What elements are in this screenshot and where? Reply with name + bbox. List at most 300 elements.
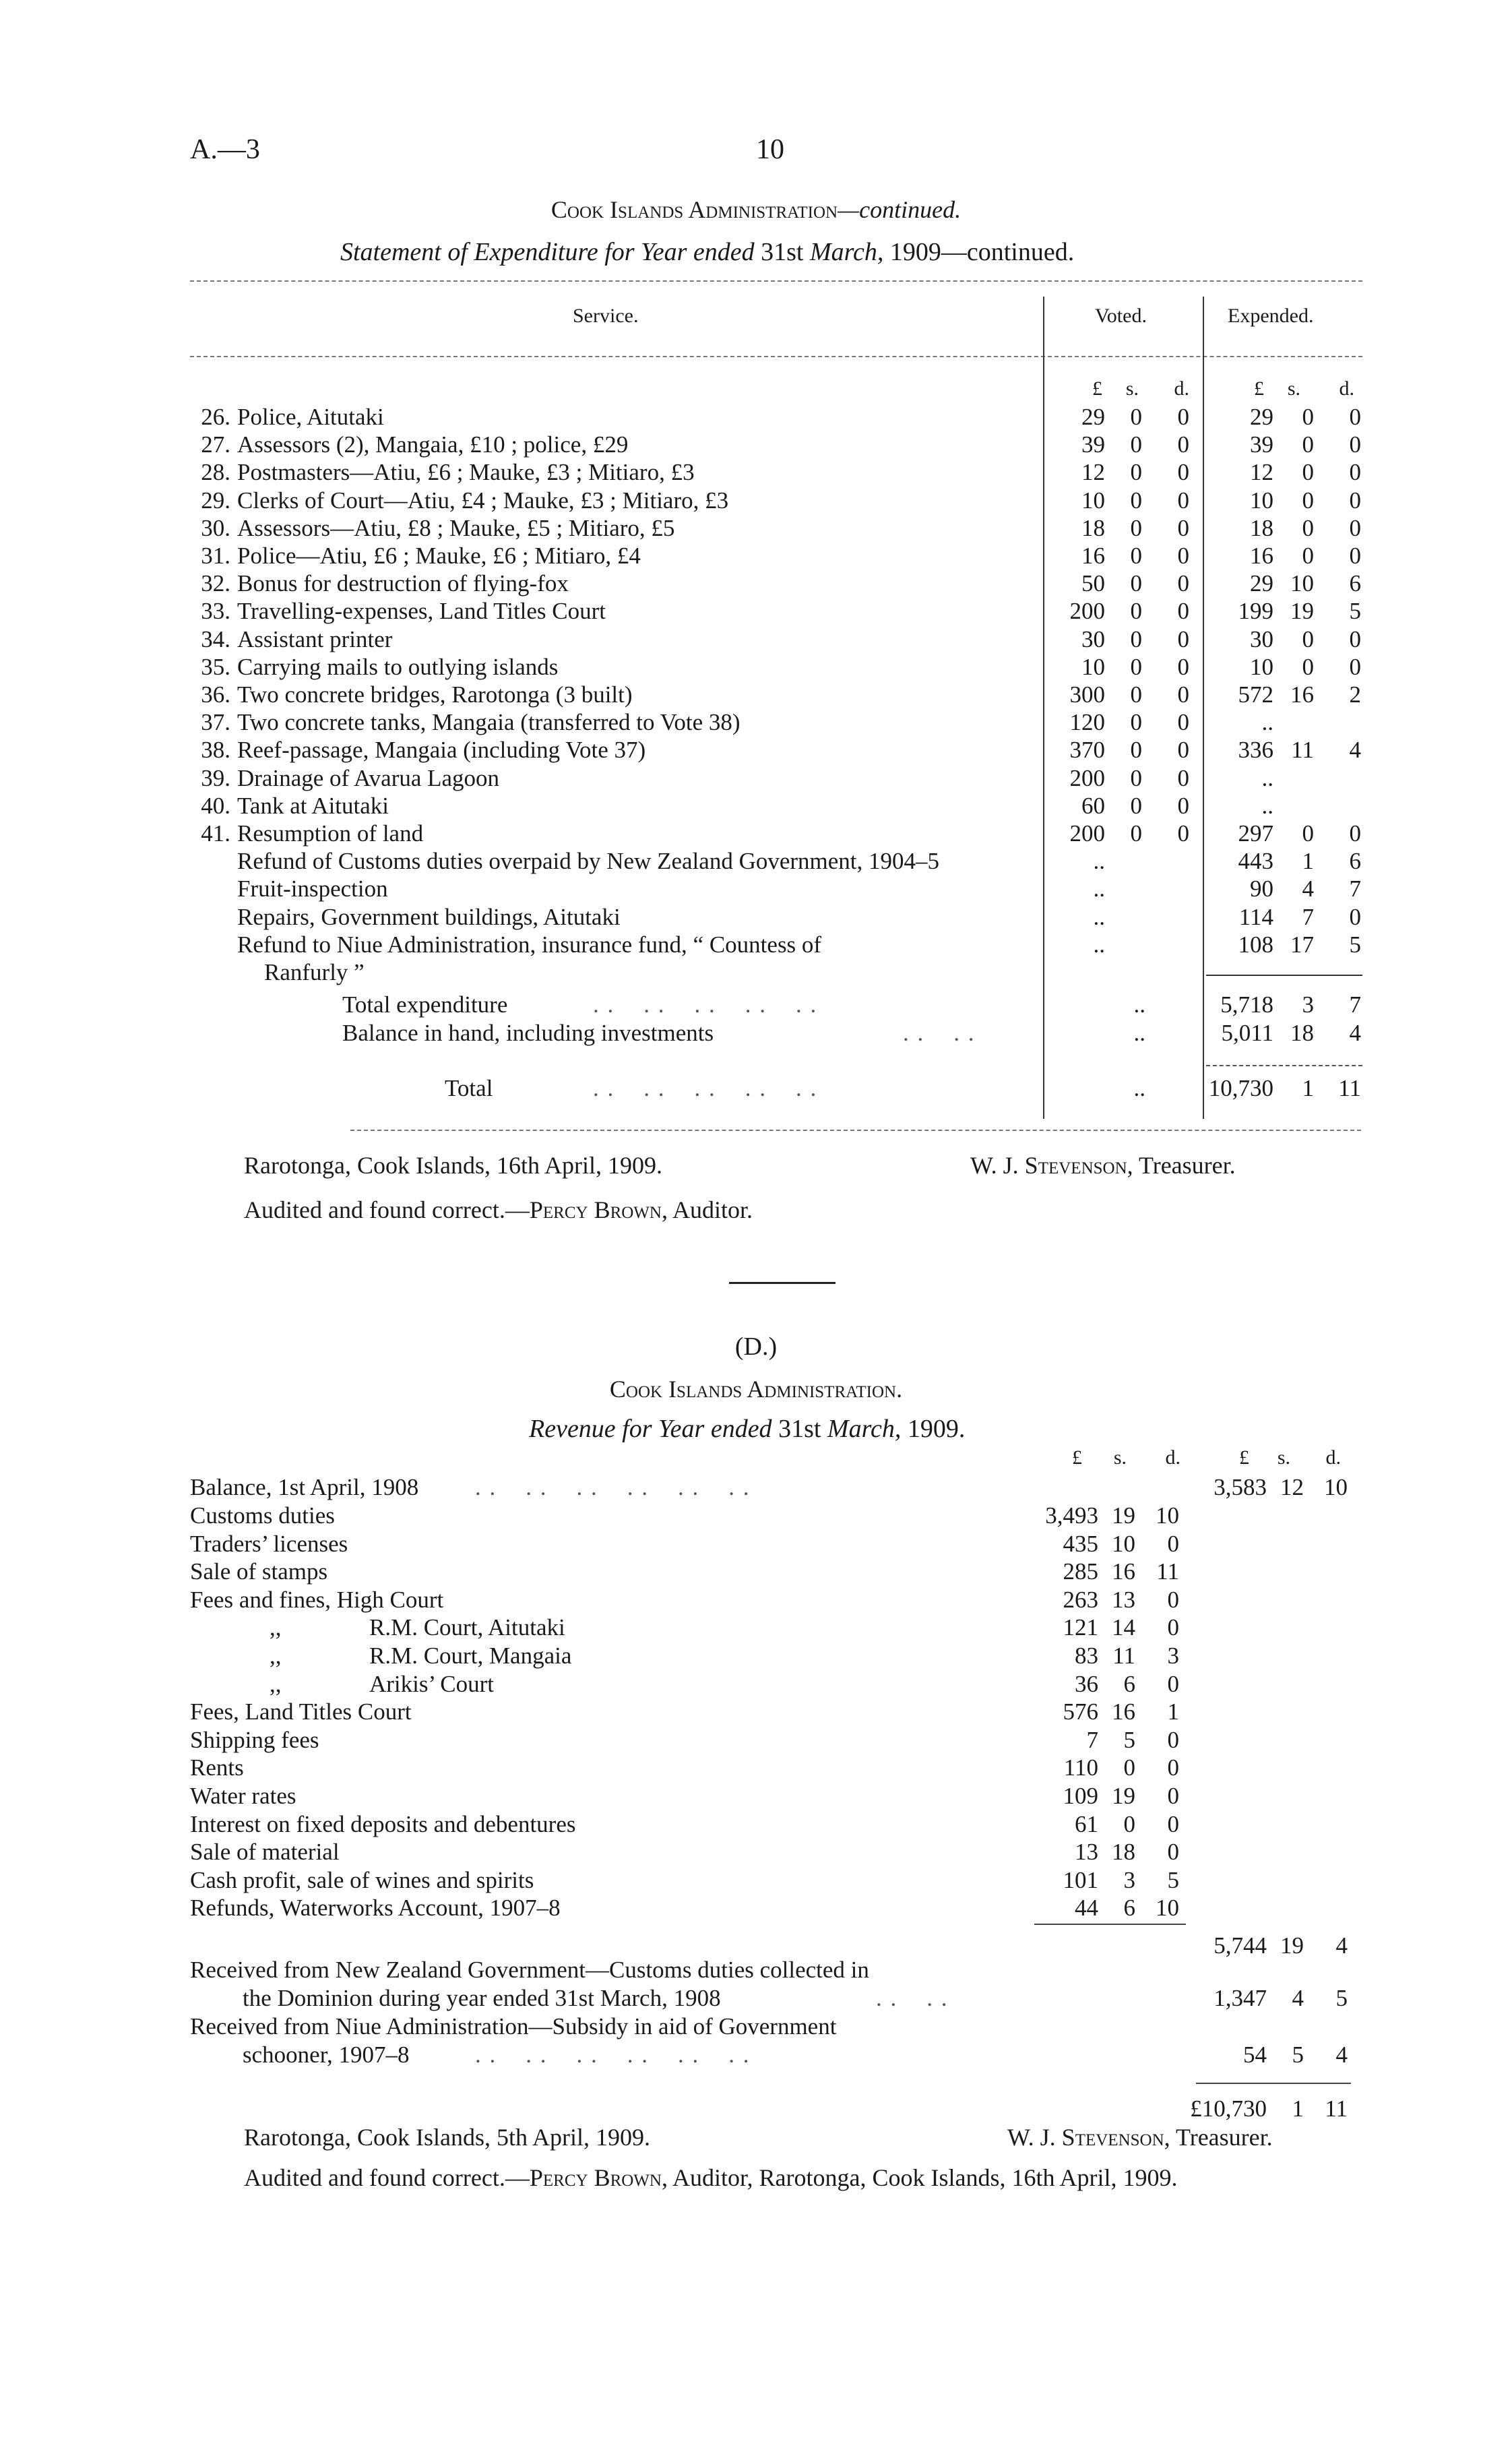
row-voted-pounds: 39 <box>1081 431 1105 458</box>
table-row <box>0 625 1512 653</box>
item-pounds: 263 <box>1063 1586 1098 1613</box>
list-item <box>0 1642 1512 1669</box>
row-expended-pence: 0 <box>1349 487 1361 514</box>
expenditure-subtitle <box>340 237 1074 267</box>
niue-receipt-text2: schooner, 1907–8 <box>243 2042 410 2068</box>
row-expended-shillings: 0 <box>1302 820 1314 847</box>
item-shillings: 5 <box>1123 1726 1135 1753</box>
row-expended-pounds: 16 <box>1250 543 1273 569</box>
item-pence: 0 <box>1167 1726 1179 1753</box>
expenditure-place-date: Rarotonga, Cook Islands, 16th April, 1909. <box>244 1152 662 1179</box>
revenue-balance-label: Balance, 1st April, 1908 <box>190 1474 419 1500</box>
row-voted-pounds: 16 <box>1081 543 1105 569</box>
item-label: Shipping fees <box>190 1726 319 1753</box>
row-expended-pence: 0 <box>1349 514 1361 541</box>
item-pounds: 7 <box>1086 1726 1098 1753</box>
row-voted-pounds: 29 <box>1081 404 1105 430</box>
row-expended-pounds: 30 <box>1250 625 1273 652</box>
revenue-title: Cook Islands Administration. <box>609 1376 903 1403</box>
revenue-grand-total-rule <box>1196 2083 1351 2084</box>
row-voted-shillings: 0 <box>1130 404 1142 430</box>
revenue-balance-row: Balance, 1st April, 1908 . . . . . . . . . . . . 3,583 12 10 <box>190 1474 1348 1500</box>
row-voted-pence: 0 <box>1177 431 1189 458</box>
balance-pounds: 5,011 <box>1221 1020 1273 1046</box>
rev-unit-pence: d. <box>1165 1446 1180 1469</box>
item-label: Cash profit, sale of wines and spirits <box>190 1866 534 1893</box>
row-expended-shillings: 7 <box>1302 903 1314 930</box>
row-voted-pence: 0 <box>1177 681 1189 708</box>
revenue-subtotal-row <box>0 1932 1512 1959</box>
row-expended-pounds: 12 <box>1250 459 1273 486</box>
list-item <box>0 1894 1512 1922</box>
row-service: Refund of Customs duties overpaid by New Zealand Government, 1904–5 <box>237 848 940 875</box>
expenditure-subtitle-main: Statement of Expenditure for Year ended <box>340 238 755 266</box>
row-expended-shillings: 0 <box>1302 653 1314 680</box>
row-number: 33. <box>201 598 230 625</box>
row-voted-pounds: .. <box>1093 848 1105 875</box>
expenditure-signature-name: W. J. Stevenson <box>970 1152 1127 1179</box>
row-service: Assessors (2), Mangaia, £10 ; police, £29 <box>237 431 629 458</box>
revenue-balance-pounds: 3,583 <box>1214 1474 1267 1500</box>
page-number: 10 <box>756 134 784 165</box>
grand-total-voted: .. <box>1133 1075 1145 1101</box>
row-expended-pounds: .. <box>1261 764 1273 791</box>
table-row <box>0 764 1512 792</box>
item-pence: 11 <box>1156 1558 1179 1585</box>
item-pence: 0 <box>1167 1614 1179 1641</box>
row-expended-shillings: 4 <box>1302 876 1314 902</box>
list-item <box>0 1502 1512 1529</box>
row-voted-pence: 0 <box>1177 820 1189 847</box>
table-row <box>0 542 1512 570</box>
item-ditto: ,, <box>270 1643 282 1669</box>
row-service: Refund to Niue Administration, insurance fund, “ Countess of <box>237 931 822 958</box>
row-voted-shillings: 0 <box>1130 570 1142 597</box>
voted-unit-shillings: s. <box>1125 377 1139 400</box>
item-pounds: 101 <box>1063 1866 1098 1893</box>
list-item <box>0 1754 1512 1781</box>
row-voted-pounds: 300 <box>1069 681 1105 708</box>
row-voted-pence: 0 <box>1177 570 1189 597</box>
total-expenditure-label: Total expenditure <box>342 991 508 1018</box>
revenue-grand-total-row <box>0 2095 1512 2122</box>
table-row <box>0 431 1512 458</box>
total-expenditure-pounds: 5,718 <box>1220 991 1273 1018</box>
row-service: Resumption of land <box>237 820 424 847</box>
revenue-units-row <box>0 1446 1512 1469</box>
item-label: R.M. Court, Aitutaki <box>369 1614 565 1641</box>
item-pounds: 36 <box>1075 1670 1098 1697</box>
row-expended-shillings: 1 <box>1302 848 1314 875</box>
row-number: 32. <box>201 570 230 597</box>
table-row <box>0 958 1512 986</box>
item-label: Customs duties <box>190 1502 335 1529</box>
nz-receipt-text1: Received from New Zealand Government—Customs duties collected in <box>190 1957 869 1983</box>
item-pence: 3 <box>1167 1643 1179 1669</box>
expenditure-audit-suffix: , Auditor. <box>661 1196 753 1223</box>
table-row <box>0 403 1512 431</box>
row-voted-shillings: 0 <box>1130 681 1142 708</box>
list-item <box>0 1586 1512 1614</box>
balance-shillings: 18 <box>1290 1020 1314 1046</box>
balance-pence: 4 <box>1349 1020 1361 1046</box>
item-pounds: 576 <box>1063 1698 1098 1725</box>
row-expended-pounds: 443 <box>1238 848 1273 875</box>
table-row <box>0 792 1512 820</box>
niue-receipt-shillings: 5 <box>1292 2042 1304 2068</box>
row-number: 34. <box>201 625 230 652</box>
revenue-subtotal-shillings: 19 <box>1280 1932 1304 1959</box>
nz-receipt-pence: 5 <box>1335 1985 1348 2011</box>
row-service: Two concrete tanks, Mangaia (transferred to Vote 38) <box>237 709 741 736</box>
item-ditto: ,, <box>270 1670 282 1697</box>
item-pence: 5 <box>1167 1866 1179 1893</box>
table-row <box>0 458 1512 486</box>
niue-receipt-text1: Received from Niue Administration—Subsidy in aid of Government <box>190 2013 837 2040</box>
rev-unit-shillings: s. <box>1113 1446 1127 1469</box>
item-label: R.M. Court, Mangaia <box>369 1643 572 1669</box>
row-voted-pounds: 50 <box>1081 570 1105 597</box>
row-service: Assessors—Atiu, £8 ; Mauke, £5 ; Mitiaro, £5 <box>237 514 675 541</box>
balance-voted: .. <box>1133 1020 1145 1046</box>
row-expended-pence: 7 <box>1349 876 1361 902</box>
item-ditto: ,, <box>270 1614 282 1641</box>
row-voted-pence: 0 <box>1177 543 1189 569</box>
row-voted-pounds: 10 <box>1081 487 1105 514</box>
row-expended-pounds: 39 <box>1250 431 1273 458</box>
row-voted-pounds: 18 <box>1081 514 1105 541</box>
row-expended-shillings: 0 <box>1302 543 1314 569</box>
row-expended-pounds: 29 <box>1250 404 1273 430</box>
list-item <box>0 1810 1512 1838</box>
row-voted-pounds: 10 <box>1081 653 1105 680</box>
list-item <box>0 1838 1512 1866</box>
rev-total-unit-pounds: £ <box>1239 1446 1249 1469</box>
item-shillings: 19 <box>1112 1502 1135 1529</box>
item-label: Sale of stamps <box>190 1558 328 1585</box>
item-pounds: 435 <box>1063 1530 1098 1557</box>
item-pounds: 285 <box>1063 1558 1098 1585</box>
row-expended-pounds: 199 <box>1238 598 1273 625</box>
row-voted-pounds: .. <box>1093 931 1105 958</box>
item-pounds: 83 <box>1075 1643 1098 1669</box>
expenditure-audit-prefix: Audited and found correct.— <box>244 1196 530 1223</box>
table-row <box>0 514 1512 542</box>
row-number: 35. <box>201 653 230 680</box>
expended-unit-pounds: £ <box>1254 377 1264 400</box>
row-voted-pence: 0 <box>1177 487 1189 514</box>
page-ref: A.—3 <box>190 134 260 165</box>
total-expenditure-shillings: 3 <box>1302 991 1314 1018</box>
row-expended-pounds: 90 <box>1250 876 1273 902</box>
expenditure-signature-title: , Treasurer. <box>1127 1152 1236 1179</box>
row-expended-shillings: 0 <box>1302 514 1314 541</box>
expenditure-title <box>0 195 1512 224</box>
row-voted-pounds: .. <box>1093 903 1105 930</box>
row-service: Two concrete bridges, Rarotonga (3 built) <box>237 681 633 708</box>
row-service: Clerks of Court—Atiu, £4 ; Mauke, £3 ; Mitiaro, £3 <box>237 487 729 514</box>
revenue-subtitle-month: March, <box>827 1415 902 1443</box>
item-pounds: 121 <box>1063 1614 1098 1641</box>
revenue-signature-title: , Treasurer. <box>1164 2124 1273 2151</box>
revenue-audit <box>244 2164 1178 2192</box>
grand-total-label: Total <box>445 1075 493 1101</box>
row-number: 26. <box>201 404 230 430</box>
nz-receipt-line2: the Dominion during year ended 31st March, 1908 . . . . 1,347 4 5 <box>243 1985 1348 2011</box>
row-number: 39. <box>201 764 230 791</box>
row-number: 38. <box>201 737 230 764</box>
table-row <box>0 653 1512 681</box>
revenue-signature <box>1007 2123 1273 2151</box>
row-expended-shillings: 0 <box>1302 625 1314 652</box>
row-voted-pounds: .. <box>1093 876 1105 902</box>
table-row <box>0 570 1512 597</box>
row-expended-shillings: 17 <box>1290 931 1314 958</box>
list-item <box>0 1558 1512 1585</box>
item-pounds: 110 <box>1063 1754 1098 1781</box>
row-voted-shillings: 0 <box>1130 709 1142 736</box>
revenue-balance-shillings: 12 <box>1280 1474 1304 1500</box>
row-expended-pounds: 108 <box>1238 931 1273 958</box>
table-row <box>0 931 1512 958</box>
row-voted-pounds: 370 <box>1069 737 1105 764</box>
item-label: Arikis’ Court <box>369 1670 495 1697</box>
row-expended-shillings: 10 <box>1290 570 1314 597</box>
total-expenditure-row: Total expenditure . . . . . . . . . . .. 5,718 3 7 <box>342 991 1361 1018</box>
row-expended-pounds: 572 <box>1238 681 1273 708</box>
row-expended-pence: 0 <box>1349 431 1361 458</box>
voted-unit-pence: d. <box>1174 377 1189 400</box>
row-voted-pounds: 12 <box>1081 459 1105 486</box>
revenue-audit-prefix: Audited and found correct.— <box>244 2164 530 2191</box>
revenue-grand-total-pence: 11 <box>1325 2095 1348 2122</box>
list-item <box>0 1866 1512 1894</box>
table-row <box>0 847 1512 875</box>
nz-receipt-shillings: 4 <box>1292 1985 1304 2011</box>
niue-receipt-pounds: 54 <box>1243 2042 1267 2068</box>
grand-total-pence: 11 <box>1338 1075 1361 1101</box>
item-pounds: 44 <box>1075 1895 1098 1922</box>
row-number: 40. <box>201 792 230 819</box>
row-number: 29. <box>201 487 230 514</box>
revenue-subtotal-pounds: 5,744 <box>1214 1932 1267 1959</box>
row-voted-shillings: 0 <box>1130 487 1142 514</box>
row-number: 28. <box>201 459 230 486</box>
row-voted-pence: 0 <box>1177 653 1189 680</box>
row-voted-pence: 0 <box>1177 514 1189 541</box>
item-shillings: 6 <box>1123 1670 1135 1697</box>
row-service: Carrying mails to outlying islands <box>237 653 559 680</box>
nz-receipt-pounds: 1,347 <box>1214 1985 1267 2011</box>
row-expended-pounds: 336 <box>1238 737 1273 764</box>
row-expended-shillings: 19 <box>1290 598 1314 625</box>
row-number: 31. <box>201 543 230 569</box>
grand-total-pounds: 10,730 <box>1208 1075 1273 1101</box>
item-shillings: 11 <box>1112 1643 1135 1669</box>
item-shillings: 13 <box>1112 1586 1135 1613</box>
revenue-label: (D.) <box>734 1332 778 1361</box>
row-service: Bonus for destruction of flying-fox <box>237 570 569 597</box>
table-row <box>0 681 1512 708</box>
table-top-rule <box>190 280 1362 282</box>
table-row <box>0 875 1512 902</box>
row-expended-pence: 0 <box>1349 459 1361 486</box>
row-voted-shillings: 0 <box>1130 431 1142 458</box>
rev-total-unit-shillings: s. <box>1277 1446 1290 1469</box>
row-expended-pence: 6 <box>1349 570 1361 597</box>
item-label: Traders’ licenses <box>190 1530 348 1557</box>
section-divider <box>729 1282 836 1284</box>
table-row <box>0 708 1512 736</box>
item-label: Water rates <box>190 1783 296 1809</box>
item-pence: 1 <box>1167 1698 1179 1725</box>
row-service: Fruit-inspection <box>237 876 388 902</box>
row-expended-pounds: 10 <box>1250 653 1273 680</box>
expended-unit-shillings: s. <box>1287 377 1300 400</box>
item-pence: 0 <box>1167 1670 1179 1697</box>
row-expended-pence: 0 <box>1349 653 1361 680</box>
revenue-place-date: Rarotonga, Cook Islands, 5th April, 1909. <box>244 2124 650 2151</box>
row-number: 36. <box>201 681 230 708</box>
item-pence: 0 <box>1167 1839 1179 1866</box>
row-expended-pence: 0 <box>1349 903 1361 930</box>
row-service: Travelling-expenses, Land Titles Court <box>237 598 606 625</box>
revenue-subtitle-year: 1909. <box>907 1415 966 1443</box>
row-service: Ranfurly ” <box>264 959 365 985</box>
row-voted-pounds: 200 <box>1069 820 1105 847</box>
expenditure-title-text: Cook Islands Administration <box>550 196 838 223</box>
row-voted-shillings: 0 <box>1130 792 1142 819</box>
row-expended-shillings: 16 <box>1290 681 1314 708</box>
revenue-subtotal-rule <box>1034 1924 1186 1925</box>
row-service: Tank at Aitutaki <box>237 792 389 819</box>
balance-rule <box>1206 1065 1362 1066</box>
row-voted-shillings: 0 <box>1130 820 1142 847</box>
row-expended-shillings: 0 <box>1302 431 1314 458</box>
row-number: 27. <box>201 431 230 458</box>
grand-total-row: Total . . . . . . . . . . .. 10,730 1 11 <box>445 1075 1361 1101</box>
row-expended-pence: 4 <box>1349 737 1361 764</box>
nz-receipt-text2: the Dominion during year ended 31st March, 1908 <box>243 1985 721 2011</box>
list-item <box>0 1782 1512 1810</box>
row-expended-pence: 5 <box>1349 931 1361 958</box>
row-expended-pence: 0 <box>1349 543 1361 569</box>
item-pence: 0 <box>1167 1783 1179 1809</box>
row-service: Repairs, Government buildings, Aitutaki <box>237 903 621 930</box>
item-pounds: 61 <box>1075 1810 1098 1837</box>
table-row <box>0 820 1512 847</box>
row-service: Reef-passage, Mangaia (including Vote 37) <box>237 737 646 764</box>
revenue-subtitle-main: Revenue for Year ended <box>529 1415 772 1443</box>
row-expended-shillings: 0 <box>1302 404 1314 430</box>
row-voted-shillings: 0 <box>1130 514 1142 541</box>
row-voted-pence: 0 <box>1177 764 1189 791</box>
niue-receipt-pence: 4 <box>1335 2042 1348 2068</box>
item-shillings: 14 <box>1112 1614 1135 1641</box>
item-pence: 0 <box>1167 1810 1179 1837</box>
row-voted-pence: 0 <box>1177 709 1189 736</box>
row-voted-pence: 0 <box>1177 404 1189 430</box>
row-voted-shillings: 0 <box>1130 543 1142 569</box>
row-number: 37. <box>201 709 230 736</box>
item-shillings: 16 <box>1112 1698 1135 1725</box>
row-service: Assistant printer <box>237 625 393 652</box>
row-service: Drainage of Avarua Lagoon <box>237 764 500 791</box>
row-expended-pence: 5 <box>1349 598 1361 625</box>
voted-unit-pounds: £ <box>1092 377 1102 400</box>
row-expended-shillings: 0 <box>1302 459 1314 486</box>
list-item <box>0 1726 1512 1754</box>
table-row <box>0 597 1512 625</box>
expenditure-subtitle-month: March, <box>809 238 884 266</box>
header-expended: Expended. <box>1228 305 1314 327</box>
row-voted-shillings: 0 <box>1130 625 1142 652</box>
row-service: Postmasters—Atiu, £6 ; Mauke, £3 ; Mitiaro, £3 <box>237 459 695 486</box>
item-shillings: 19 <box>1112 1783 1135 1809</box>
item-label: Fees, Land Titles Court <box>190 1698 412 1725</box>
revenue-audit-name: Percy Brown <box>529 2164 662 2191</box>
item-shillings: 0 <box>1123 1810 1135 1837</box>
table-head-rule <box>190 356 1362 357</box>
row-voted-pounds: 200 <box>1069 598 1105 625</box>
item-label: Fees and fines, High Court <box>190 1586 444 1613</box>
item-shillings: 3 <box>1123 1866 1135 1893</box>
revenue-subtotal-pence: 4 <box>1335 1932 1348 1959</box>
revenue-grand-total-shillings: 1 <box>1292 2095 1304 2122</box>
row-expended-pounds: 29 <box>1250 570 1273 597</box>
grand-total-shillings: 1 <box>1302 1075 1314 1101</box>
niue-receipt-line2: schooner, 1907–8 . . . . . . . . . . . . 54 5 4 <box>243 2042 1348 2068</box>
item-shillings: 0 <box>1123 1754 1135 1781</box>
row-voted-pounds: 200 <box>1069 764 1105 791</box>
row-number: 30. <box>201 514 230 541</box>
item-shillings: 16 <box>1112 1558 1135 1585</box>
nz-receipt-line1 <box>0 1956 1512 1984</box>
row-expended-pence: 6 <box>1349 848 1361 875</box>
row-number: 41. <box>201 820 230 847</box>
table-row <box>0 736 1512 764</box>
revenue-balance-pence: 10 <box>1324 1474 1348 1500</box>
table-row <box>0 487 1512 514</box>
expenditure-signature <box>970 1151 1236 1179</box>
total-expenditure-pence: 7 <box>1349 991 1361 1018</box>
expended-unit-pence: d. <box>1339 377 1354 400</box>
row-expended-pounds: 18 <box>1250 514 1273 541</box>
row-voted-pounds: 30 <box>1081 625 1105 652</box>
row-expended-pounds: 10 <box>1250 487 1273 514</box>
row-expended-pence: 0 <box>1349 404 1361 430</box>
row-voted-pence: 0 <box>1177 598 1189 625</box>
row-expended-pounds: 297 <box>1238 820 1273 847</box>
row-expended-pence: 0 <box>1349 625 1361 652</box>
total-expenditure-voted: .. <box>1133 991 1145 1018</box>
row-voted-shillings: 0 <box>1130 764 1142 791</box>
row-voted-pounds: 60 <box>1081 792 1105 819</box>
balance-row: Balance in hand, including investments . . . . .. 5,011 18 4 <box>342 1020 1361 1046</box>
row-expended-pence: 0 <box>1349 820 1361 847</box>
list-item <box>0 1530 1512 1558</box>
row-voted-shillings: 0 <box>1130 737 1142 764</box>
row-expended-pounds: 114 <box>1238 903 1273 930</box>
row-voted-pence: 0 <box>1177 625 1189 652</box>
item-pounds: 109 <box>1063 1783 1098 1809</box>
header-voted: Voted. <box>1095 305 1147 327</box>
row-service: Police—Atiu, £6 ; Mauke, £6 ; Mitiaro, £4 <box>237 543 641 569</box>
expenditure-audit-name: Percy Brown <box>529 1196 662 1223</box>
item-label: Sale of material <box>190 1839 340 1866</box>
item-pence: 0 <box>1167 1754 1179 1781</box>
row-voted-shillings: 0 <box>1130 598 1142 625</box>
